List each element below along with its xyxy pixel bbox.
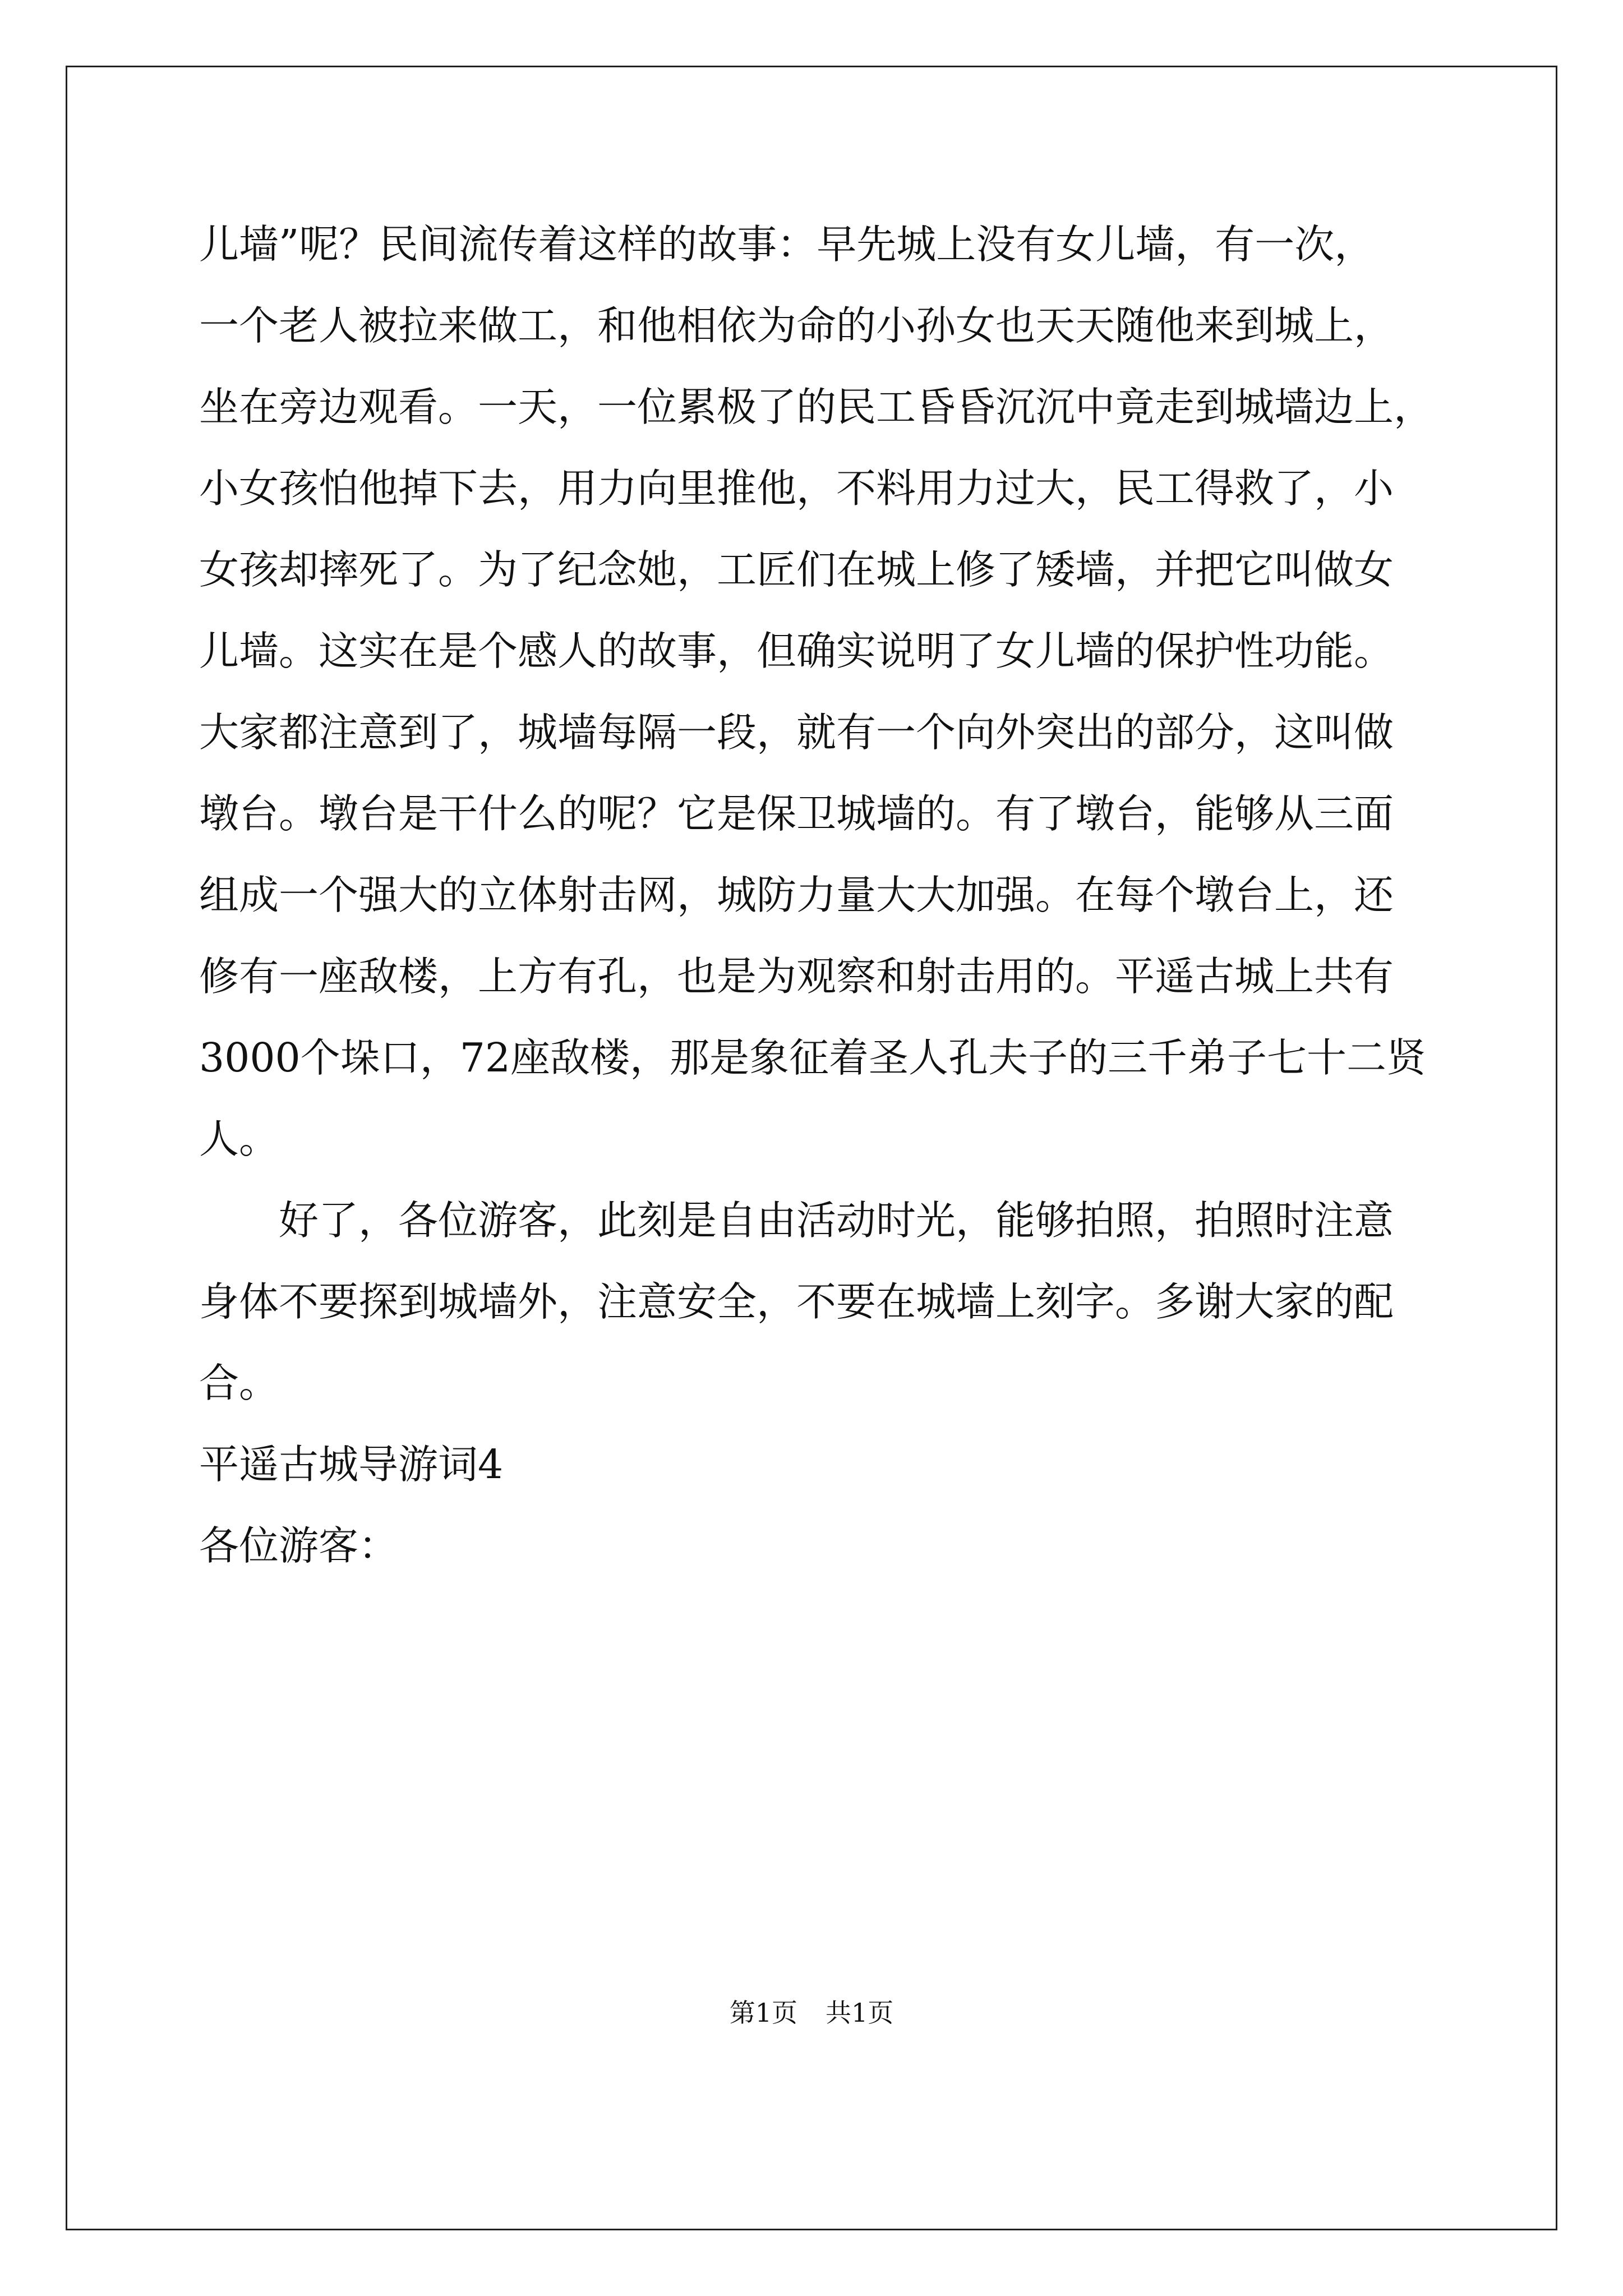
body-line: 儿墙”呢？民间流传着这样的故事：早先城上没有女儿墙，有一次， — [199, 221, 1375, 268]
body-line: 修有一座敌楼，上方有孔，也是为观察和射击用的。平遥古城上共有 — [199, 953, 1394, 1000]
body-line: 小女孩怕他掉下去，用力向里推他，不料用力过大，民工得救了，小 — [199, 465, 1394, 512]
body-line: 坐在旁边观看。一天，一位累极了的民工昏昏沉沉中竟走到城墙边上， — [199, 384, 1434, 430]
body-line: 一个老人被拉来做工，和他相依为命的小孙女也天天随他来到城上， — [199, 302, 1394, 349]
body-line: 组成一个强大的立体射击网，城防力量大大加强。在每个墩台上，还 — [199, 872, 1394, 918]
body-line: 墩台。墩台是干什么的呢？它是保卫城墙的。有了墩台，能够从三面 — [199, 790, 1394, 837]
body-line: 人。 — [199, 1116, 279, 1162]
page-number: 第1页 — [729, 1998, 797, 2028]
greeting-line: 各位游客： — [199, 1522, 399, 1569]
body-line: 3000个垛口，72座敌楼，那是象征着圣人孔夫子的三千弟子七十二贤 — [199, 1034, 1427, 1081]
page-total: 共1页 — [826, 1998, 894, 2028]
body-line: 合。 — [199, 1360, 279, 1406]
body-line: 身体不要探到城墙外，注意安全，不要在城墙上刻字。多谢大家的配 — [199, 1278, 1394, 1325]
section-heading: 平遥古城导游词4 — [199, 1441, 504, 1488]
page-footer — [0, 1996, 1623, 2030]
body-line: 女孩却摔死了。为了纪念她，工匠们在城上修了矮墙，并把它叫做女 — [199, 546, 1394, 593]
body-line: 儿墙。这实在是个感人的故事，但确实说明了女儿墙的保护性功能。 — [199, 628, 1394, 674]
body-line: 好了，各位游客，此刻是自由活动时光，能够拍照，拍照时注意 — [199, 1197, 1394, 1244]
body-line: 大家都注意到了，城墙每隔一段，就有一个向外突出的部分，这叫做 — [199, 709, 1394, 756]
